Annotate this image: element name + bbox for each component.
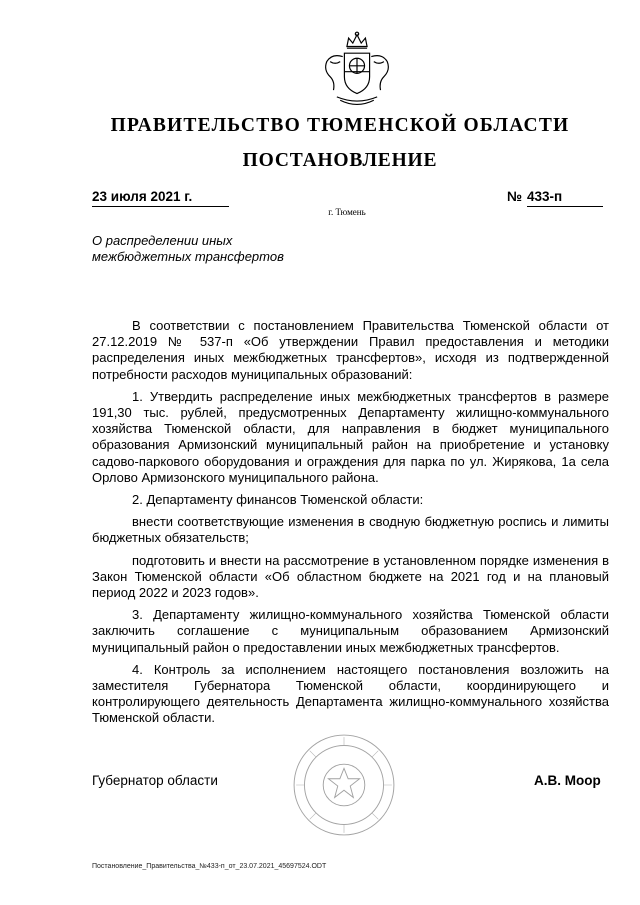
subject-line-2: межбюджетных трансфертов	[92, 249, 284, 264]
document-body	[92, 318, 609, 733]
number-sign: №	[507, 189, 523, 204]
government-title: ПРАВИТЕЛЬСТВО ТЮМЕНСКОЙ ОБЛАСТИ	[110, 115, 570, 136]
document-date: 23 июля 2021 г.	[92, 188, 229, 207]
body-paragraph-5: подготовить и внести на рассмотрение в установленном порядке изменения в Закон Тюменской области «Об областном бюджете на 2021 год и на плановый период 2022 и 2023 годов».	[92, 552, 609, 601]
document-subject	[92, 233, 352, 265]
body-paragraph-1: В соответствии с постановлением Правительства Тюменской области от 27.12.2019 № 537-п «Об утверждении Правил предоставления и методики распределения иных межбюджетных трансфертов», исходя из подтвержденной потребности расходов муниципальных образований:	[92, 318, 609, 382]
signer-name: А.В. Моор	[534, 773, 601, 788]
document-number: 433-п	[527, 188, 603, 207]
body-paragraph-6: 3. Департаменту жилищно-коммунального хозяйства Тюменской области заключить соглашение с муниципальным образованием Армизонский муниципальный район о предоставлении иных межбюджетных трансфертов.	[92, 607, 609, 655]
document-type: ПОСТАНОВЛЕНИЕ	[242, 150, 438, 171]
body-paragraph-3: 2. Департаменту финансов Тюменской области:	[132, 492, 424, 508]
official-seal-icon	[292, 733, 396, 837]
city: г. Тюмень	[328, 207, 366, 217]
footer-filename: Постановление_Правительства_№433-п_от_23.07.2021_45697524.ODT	[92, 863, 327, 870]
coat-of-arms-icon	[315, 28, 399, 112]
body-paragraph-2: 1. Утвердить распределение иных межбюджетных трансфертов в размере 191,30 тыс. рублей, предусмотренных Департаменту жилищно-коммунального хозяйства Тюменской области, для направления в бюджет муниципального образования Армизонский муниципальный район на приобретение и установку садово-паркового оборудования и ограждения для парка по ул. Жирякова, 1а села Орлово Армизонского муниципального района.	[92, 388, 609, 485]
body-paragraph-4: внести соответствующие изменения в сводную бюджетную роспись и лимиты бюджетных обязательств;	[92, 514, 609, 546]
subject-line-1: О распределении иных	[92, 233, 233, 248]
signer-position: Губернатор области	[92, 773, 218, 788]
body-paragraph-7: 4. Контроль за исполнением настоящего постановления возложить на заместителя Губернатора Тюменской области, координирующего и контролирующего деятельность Департамента жилищно-коммунального хозяйства Тюменской области.	[92, 661, 609, 726]
